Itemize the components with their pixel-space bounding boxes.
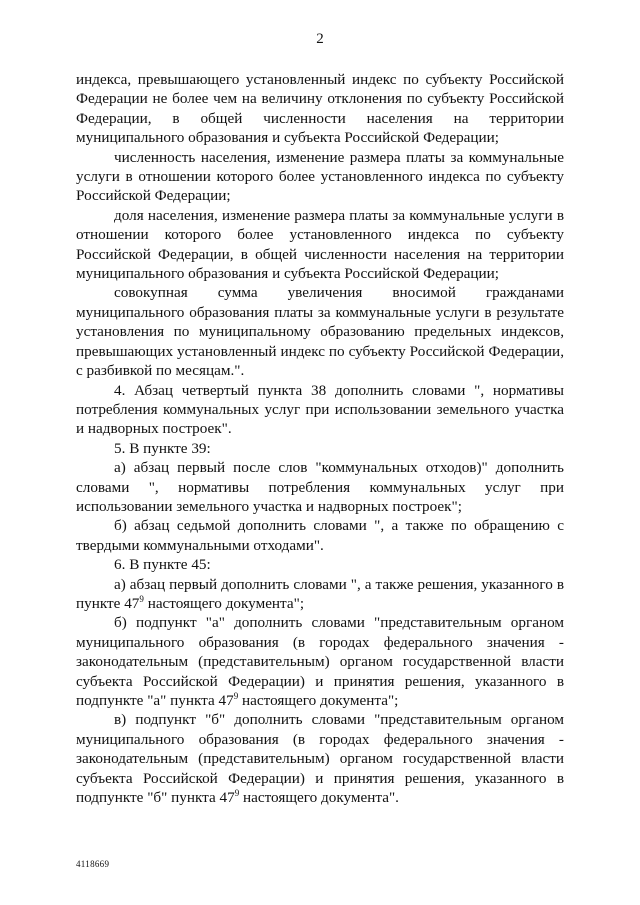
page-number: 2 <box>316 31 324 47</box>
paragraph: 6. В пункте 45: <box>114 556 211 574</box>
document-code: 4118669 <box>76 859 110 869</box>
paragraph-text: в) подпункт "б" дополнить словами "представительным органом муниципального образования (в городах федерального значения - законодательным (представительным) органом государственной власти субъекта Российской Федерации) и принятия решения, указанного в подпункте "б" пункта 47 <box>76 711 564 807</box>
paragraph: доля населения, изменение размера платы за коммунальные услуги в отношении которого более установленного индекса по субъекту Российской Федерации, в общей численности населения на территории муниципального образования и субъекта Российской Федерации; <box>76 206 564 283</box>
paragraph: совокупная сумма увеличения вносимой гражданами муниципального образования платы за коммунальные услуги в результате установления по муниципальному образованию предельных индексов, превышающих установленный индекс по субъекту Российской Федерации, с разбивкой по месяцам.". <box>76 284 564 380</box>
paragraph-text: а) абзац первый дополнить словами ", а также решения, указанного в пункте 47 <box>76 575 564 612</box>
document-body <box>76 70 564 807</box>
paragraph-text: настоящего документа"; <box>143 594 305 612</box>
paragraph: а) абзац первый после слов "коммунальных отходов)" дополнить словами ", нормативы потребления коммунальных услуг при использовании земельного участка и надворных построек"; <box>76 459 564 515</box>
paragraph-6a <box>76 575 564 614</box>
paragraph-text: б) подпункт "а" дополнить словами "представительным органом муниципального образования (в городах федерального значения - законодательным (представительным) органом государственной власти субъекта Российской Федерации) и принятия решения, указанного в подпункте "а" пункта 47 <box>76 614 564 709</box>
superscript: 9 <box>233 691 239 701</box>
paragraph: индекса, превышающего установленный индекс по субъекту Российской Федерации не более чем на величину отклонения по субъекту Российской Федерации, в общей численности населения на территории муниципального образования и субъекта Российской Федерации; <box>76 71 564 147</box>
paragraph-text: настоящего документа". <box>239 789 399 807</box>
paragraph: 4. Абзац четвертый пункта 38 дополнить словами ", нормативы потребления коммунальных услуг при использовании земельного участка и надворных построек". <box>76 381 564 438</box>
paragraph: б) абзац седьмой дополнить словами ", а также по обращению с твердыми коммунальными отходами". <box>76 517 564 554</box>
paragraph-text: настоящего документа"; <box>238 692 399 709</box>
paragraph: 5. В пункте 39: <box>114 439 211 457</box>
paragraph: численность населения, изменение размера платы за коммунальные услуги в отношении которого более установленного индекса по субъекту Российской Федерации; <box>76 148 564 205</box>
superscript: 9 <box>234 788 240 799</box>
paragraph-6c <box>76 710 564 807</box>
paragraph-6b <box>76 613 564 710</box>
superscript: 9 <box>139 593 144 604</box>
